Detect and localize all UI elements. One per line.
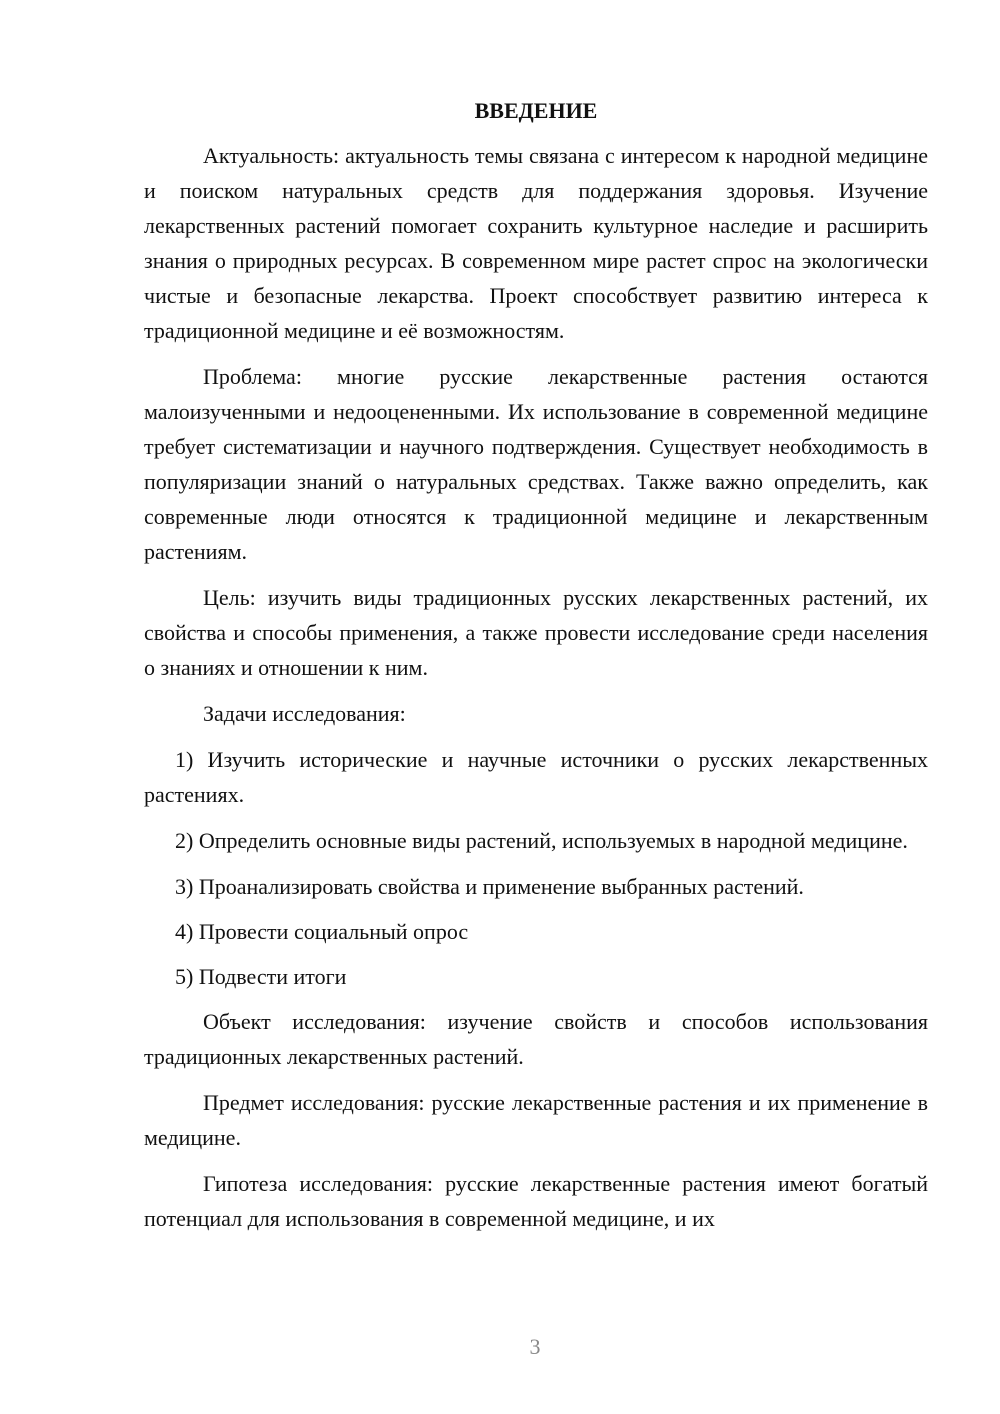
page-number: 3 xyxy=(529,1334,541,1359)
goal-paragraph: Цель: изучить виды традиционных русских лекарственных растений, их свойства и способы применения, а также провести исследование среди населения о знаниях и отношении к ним. xyxy=(144,585,928,680)
hypothesis-paragraph: Гипотеза исследования: русские лекарственные растения имеют богатый потенциал для использования в современной медицине, и их xyxy=(144,1171,928,1231)
subject-paragraph: Предмет исследования: русские лекарственные растения и их применение в медицине. xyxy=(144,1090,928,1150)
problem-paragraph: Проблема: многие русские лекарственные растения остаются малоизученными и недооцененными. Их использование в современной медицине требует систематизации и научного подтверждения. Существует необходимость в популяризации знаний о натуральных средствах. Также важно определить, как современные люди относятся к традиционной медицине и лекарственным растениям. xyxy=(144,364,928,564)
task-item: 2) Определить основные виды растений, используемых в народной медицине. xyxy=(175,828,908,853)
task-item: 4) Провести социальный опрос xyxy=(175,919,469,944)
task-item: 3) Проанализировать свойства и применение выбранных растений. xyxy=(175,874,804,899)
object-paragraph: Объект исследования: изучение свойств и способов использования традиционных лекарственных растений. xyxy=(144,1009,928,1069)
tasks-heading: Задачи исследования: xyxy=(203,701,406,726)
relevance-paragraph: Актуальность: актуальность темы связана с интересом к народной медицине и поиском натуральных средств для поддержания здоровья. Изучение лекарственных растений помогает сохранить культурное наследие и расширить знания о природных ресурсах. В современном мире растет спрос на экологически чистые и безопасные лекарства. Проект способствует развитию интереса к традиционной медицине и её возможностям. xyxy=(144,143,928,343)
page-content xyxy=(144,96,928,1236)
page-title: ВВЕДЕНИЕ xyxy=(474,98,598,123)
task-item: 1) Изучить исторические и научные источники о русских лекарственных растениях. xyxy=(144,747,928,807)
task-item: 5) Подвести итоги xyxy=(175,964,347,989)
